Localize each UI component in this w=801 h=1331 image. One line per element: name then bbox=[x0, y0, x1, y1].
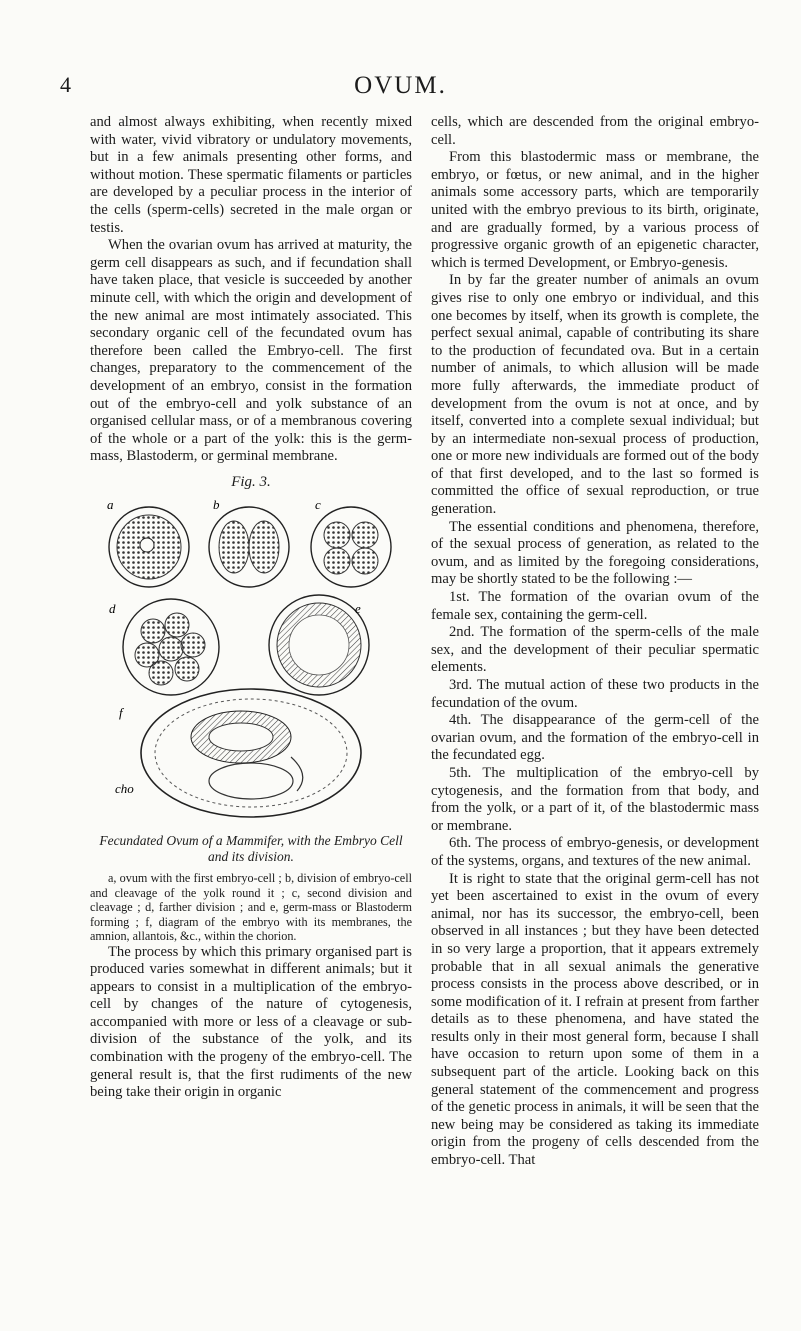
page-header bbox=[0, 72, 801, 102]
figure-caption-title: Fecundated Ovum of a Mammifer, with the Embryo Cell and its division. bbox=[99, 833, 403, 865]
running-head: OVUM. bbox=[354, 72, 447, 99]
ovum-a-icon bbox=[109, 507, 189, 587]
paragraph: When the ovarian ovum has arrived at maturity, the germ cell disappears as such, and if fecundation shall have taken place, that vesicle is succeeded by another minute cell, with which the origin and development of the new animal are most intimately associated. This secondary organic cell of the fecundated ovum has therefore been called the Embryo-cell. The first changes, preparatory to the commencement of the development of an embryo, consist in the formation out of the embryo-cell and yolk substance of an organised cellular mass, or of a membranous covering of the whole or a part of the yolk: this is the germ-mass, Blastoderm, or germinal membrane. bbox=[90, 237, 412, 465]
ovum-b-icon bbox=[209, 507, 289, 587]
ovum-d-icon bbox=[123, 599, 219, 695]
letter-f: f bbox=[119, 705, 123, 721]
paragraph: The essential conditions and phenomena, therefore, of the sexual process of generation, as related to the ovum, and as limited by the foregoing considerations, may be shortly stated to be the following :— bbox=[431, 518, 759, 588]
list-item: 4th. The disappearance of the germ-cell of the ovarian ovum, and the formation of the embryo-cell in the fecundated egg. bbox=[431, 712, 759, 764]
embryo-figure bbox=[101, 495, 401, 825]
paragraph: It is right to state that the original germ-cell has not yet been ascertained to exist in the ovum of every animal, nor has its successor, the embryo-cell, been observed in all instances ; but they have been detected in so very large a proportion, that it appears extremely probable that in all sexual animals the generative process consists in the process above described, or in some modification of it. I refrain at present from farther details as to these phenomena, and have stated the results only in their most general form, because I shall have occasion to return upon some of them in a subsequent part of the article. Looking back on this general statement of the commencement and progress of the genetic process in animals, it will be seen that the new being may be considered as taking its immediate origin from the progeny of cells descended from the embryo-cell. That bbox=[431, 870, 759, 1169]
letter-e: e bbox=[355, 601, 361, 617]
paragraph: cells, which are descended from the original embryo-cell. bbox=[431, 114, 759, 148]
list-item: 6th. The process of embryo-genesis, or development of the systems, organs, and textures of the new animal. bbox=[431, 835, 759, 869]
list-item: 5th. The multiplication of the embryo-cell by cytogenesis, and the formation from that body, and from the yolk, or a part of it, of the blastodermic mass or membrane. bbox=[431, 764, 759, 834]
letter-cho: cho bbox=[115, 781, 134, 797]
left-column bbox=[90, 114, 412, 1102]
right-column bbox=[431, 114, 759, 1170]
page-number: 4 bbox=[60, 72, 71, 97]
embryo-diagram-f-icon bbox=[141, 689, 361, 817]
ovum-c-icon bbox=[311, 507, 391, 587]
paragraph: From this blastodermic mass or membrane, the embryo, or fœtus, or new animal, and in the higher animals some accessory parts, which are temporarily united with the embryo previous to its birth, originate, and are gradually formed, by a various process of progressive organic growth of an epigenetic character, which is termed Development, or Embryo-genesis. bbox=[431, 149, 759, 271]
paragraph: In by far the greater number of animals an ovum gives rise to only one embryo or individual, and this one becomes by itself, when its growth is complete, the perfect sexual animal, capable of contributing its share to the production of fecundated ova. But in a certain number of animals, to which allusion will be made more fully afterwards, the immediate product of development from the ovum is not at once, and by itself, converted into a complete sexual individual; but by an intermediate non-sexual process of production, one or more new individuals are formed out of the body of that first developed, and to the last so formed is committed the office of sexual reproduction, or true generation. bbox=[431, 272, 759, 518]
letter-d: d bbox=[109, 601, 116, 617]
list-item: 1st. The formation of the ovarian ovum of the female sex, containing the germ-cell. bbox=[431, 589, 759, 623]
paragraph: and almost always exhibiting, when recently mixed with water, vivid vibratory or undulatory movements, but in a few animals presenting other forms, and without motion. These spermatic filaments or particles are developed by a peculiar process in the interior of the cells (sperm-cells) secreted in the male organ or testis. bbox=[90, 114, 412, 236]
list-item: 2nd. The formation of the sperm-cells of the male sex, and the development of their peculiar spermatic elements. bbox=[431, 624, 759, 676]
ovum-e-icon bbox=[269, 595, 369, 695]
figure-caption-body: a, ovum with the first embryo-cell ; b, division of embryo-cell and cleavage of the yolk round it ; c, second division and cleavage ; d, farther division ; and e, germ-mass or Blastoderm forming ; f, diagram of the embryo with its membranes, the amnion, allantois, &c., within the chorion. bbox=[90, 871, 412, 944]
letter-c: c bbox=[315, 497, 321, 513]
letter-a: a bbox=[107, 497, 114, 513]
figure-label: Fig. 3. bbox=[231, 473, 271, 490]
letter-b: b bbox=[213, 497, 220, 513]
paragraph: The process by which this primary organised part is produced varies somewhat in different animals; but it appears to consist in a multiplication of the embryo-cell by changes of the nature of cytogenesis, accompanied with more or less of a cleavage or sub-division of the substance of the yolk, and its combination with the progeny of the embryo-cell. The general result is, that the first rudiments of the new being take their origin in organic bbox=[90, 943, 412, 1101]
list-item: 3rd. The mutual action of these two products in the fecundation of the ovum. bbox=[431, 677, 759, 711]
